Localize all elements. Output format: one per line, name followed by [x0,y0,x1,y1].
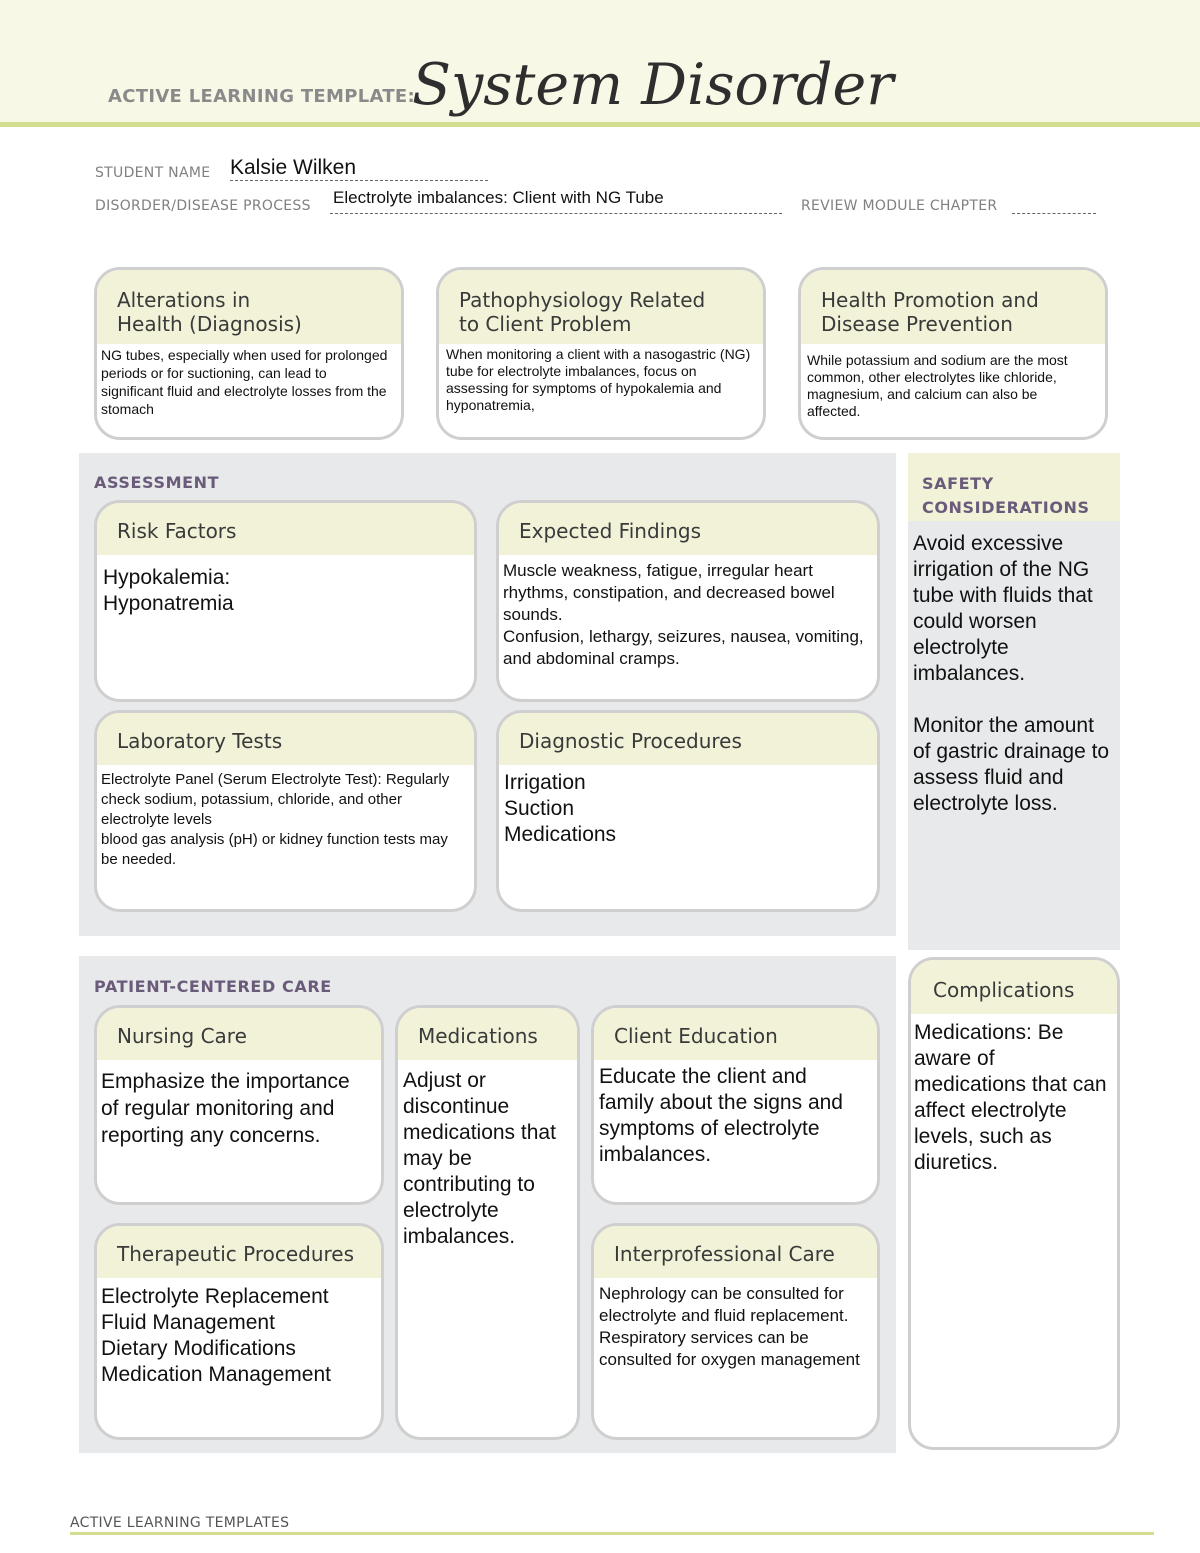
pathophysiology-title: Pathophysiology Related to Client Problem [439,270,763,344]
disorder-underline [330,213,782,214]
therapeutic-procedures-text[interactable]: Electrolyte Replacement Fluid Management Dietary Modifications Medication Management [101,1285,331,1386]
safety-label: SAFETY CONSIDERATIONS [922,474,1090,517]
nursing-care-title: Nursing Care [97,1008,381,1060]
interprofessional-care-title: Interprofessional Care [594,1226,877,1278]
client-education-text[interactable]: Educate the client and family about the signs and symptoms of electrolyte imbalances. [599,1065,843,1166]
risk-factors-title: Risk Factors [97,503,474,555]
safety-text[interactable]: Avoid excessive irrigation of the NG tube with fluids that could worsen electrolyte imbalances. Monitor the amount of gastric drainage to assess fluid and electrolyte loss. [913,532,1110,815]
interprofessional-care-box [591,1223,880,1440]
complications-box [908,957,1120,1450]
alterations-in-health-box [94,267,404,440]
therapeutic-procedures-title: Therapeutic Procedures [97,1226,381,1278]
assessment-label: ASSESSMENT [94,473,220,492]
student-name-field[interactable]: Kalsie Wilken [230,156,357,179]
template-label: ACTIVE LEARNING TEMPLATE: [108,86,415,107]
disorder-field[interactable]: Electrolyte imbalances: Client with NG Tube [333,188,664,207]
pathophysiology-text[interactable]: When monitoring a client with a nasogastric (NG) tube for electrolyte imbalances, focus on assessing for symptoms of hypokalemia and hyponatremia, [446,346,751,413]
patient-centered-care-label: PATIENT-CENTERED CARE [94,977,332,996]
complications-title: Complications [911,960,1117,1014]
medications-title: Medications [398,1008,577,1060]
health-promotion-box [798,267,1108,440]
review-module-label: REVIEW MODULE CHAPTER [801,198,998,214]
footer-label: ACTIVE LEARNING TEMPLATES [70,1515,290,1531]
expected-findings-title: Expected Findings [499,503,877,555]
review-module-field[interactable] [1012,213,1096,214]
health-promotion-text[interactable]: While potassium and sodium are the most common, other electrolytes like chloride, magnesium, and calcium can also be affected. [807,352,1068,419]
disorder-label: DISORDER/DISEASE PROCESS [95,198,311,214]
client-education-box [591,1005,880,1205]
laboratory-tests-title: Laboratory Tests [97,713,474,765]
footer-divider [70,1532,1154,1535]
expected-findings-text[interactable]: Muscle weakness, fatigue, irregular heart rhythms, constipation, and decreased bowel sounds. Confusion, lethargy, seizures, nausea, vomiting, and abdominal cramps. [503,561,864,668]
header-divider [0,122,1200,127]
page-title: System Disorder [412,52,894,118]
risk-factors-box [94,500,477,702]
therapeutic-procedures-box [94,1223,384,1440]
pathophysiology-box [436,267,766,440]
diagnostic-procedures-title: Diagnostic Procedures [499,713,877,765]
alterations-in-health-title: Alterations in Health (Diagnosis) [97,270,401,344]
alterations-in-health-text[interactable]: NG tubes, especially when used for prolonged periods or for suctioning, can lead to significant fluid and electrolyte losses from the stomach [101,347,388,417]
diagnostic-procedures-text[interactable]: Irrigation Suction Medications [504,771,617,846]
complications-text[interactable]: Medications: Be aware of medications that can affect electrolyte levels, such as diuretics. [914,1021,1107,1174]
client-education-title: Client Education [594,1008,877,1060]
student-name-label: STUDENT NAME [95,165,211,181]
expected-findings-box [496,500,880,702]
laboratory-tests-box [94,710,477,912]
risk-factors-text[interactable]: Hypokalemia: Hyponatremia [103,566,234,615]
health-promotion-title: Health Promotion and Disease Prevention [801,270,1105,344]
medications-box [395,1005,580,1440]
nursing-care-box [94,1005,384,1205]
laboratory-tests-text[interactable]: Electrolyte Panel (Serum Electrolyte Test): Regularly check sodium, potassium, chloride, and other electrolyte levels blood gas analysis (pH) or kidney function tests may be needed. [101,771,450,868]
student-name-underline [230,180,488,181]
diagnostic-procedures-box [496,710,880,912]
medications-text[interactable]: Adjust or discontinue medications that may be contributing to electrolyte imbalances. [403,1069,556,1248]
nursing-care-text[interactable]: Emphasize the importance of regular monitoring and reporting any concerns. [101,1070,350,1147]
interprofessional-care-text[interactable]: Nephrology can be consulted for electrolyte and fluid replacement. Respiratory services can be consulted for oxygen management [599,1284,860,1369]
